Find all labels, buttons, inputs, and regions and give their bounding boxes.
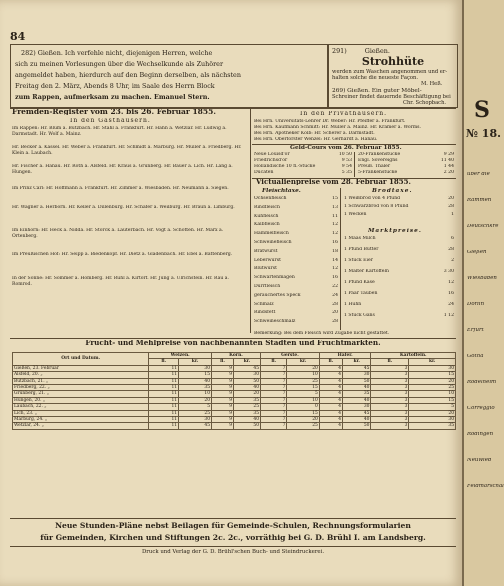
geld-row-price: 11 40 bbox=[440, 158, 454, 163]
row-price: 11 bbox=[149, 417, 179, 423]
table-body bbox=[13, 365, 456, 429]
row-price: 4 bbox=[319, 372, 342, 378]
ad-signature: M. Heß. bbox=[421, 81, 443, 87]
markt-row bbox=[344, 258, 454, 264]
fleisch-row bbox=[254, 258, 338, 264]
row-price: 11 bbox=[149, 423, 179, 429]
markt-row-label: 1 Pfund Butter bbox=[344, 247, 379, 252]
column-header-unit: kr. bbox=[409, 359, 456, 365]
row-price: 45 bbox=[234, 365, 261, 371]
markt-row bbox=[344, 236, 454, 242]
fleisch-row bbox=[254, 284, 338, 290]
fleisch-row bbox=[254, 293, 338, 299]
ad-line: Freitag den 2. März, Abends 8 Uhr, im Saale des Herrn Block bbox=[15, 82, 215, 90]
ad-line: sich zu meinen Vorlesungen über die Wechselkunde als Zuhörer bbox=[15, 60, 224, 68]
edge-label: Gotha bbox=[467, 354, 484, 359]
row-price: 7 bbox=[261, 423, 287, 429]
fleisch-row bbox=[254, 205, 338, 211]
row-price: 30 bbox=[409, 365, 456, 371]
page-number: 84 bbox=[10, 30, 26, 43]
fremden-sub-gasthaeuser: In den Gasthäusern. bbox=[70, 118, 151, 124]
row-price: 45 bbox=[179, 423, 212, 429]
row-price: 4 bbox=[319, 385, 342, 391]
column-header-unit: kr. bbox=[343, 359, 371, 365]
fleisch-row-label: Schweineschmalz bbox=[254, 319, 296, 325]
markt-row-price: 2 bbox=[451, 258, 454, 263]
geld-row-label: Preuß. Thaler bbox=[358, 164, 391, 169]
geld-row bbox=[254, 170, 352, 176]
geld-row-label: Engl. Sovereigns bbox=[358, 158, 398, 163]
fleisch-row-label: Rindsfett bbox=[254, 310, 276, 316]
row-price: 4 bbox=[319, 423, 342, 429]
fleisch-row-label: Bratwurst bbox=[254, 248, 278, 254]
row-price: 9 bbox=[212, 423, 234, 429]
column-header-unit: fl. bbox=[371, 359, 409, 365]
ad-line: werden zum Waschen angenommen und er- bbox=[332, 69, 448, 75]
geld-row bbox=[358, 164, 454, 170]
fremden-paragraph: Im Einhorn: Hr. Heck a. Nidda. Hr. Storck a. Lauterbach. Hr. Vogt a. Schotten. Hr. Marx a. Ortenberg. bbox=[12, 228, 224, 239]
fleisch-row-label: Leberwurst bbox=[254, 257, 281, 263]
victualien-title: Victualienpreise vom 28. Februar 1855. bbox=[256, 179, 411, 186]
row-price: 7 bbox=[261, 365, 287, 371]
fleisch-row-label: Blutwurst bbox=[254, 266, 277, 272]
edge-label: Rodingen bbox=[467, 432, 494, 437]
ad-line: halten solche die neueste Façon. bbox=[332, 75, 418, 81]
adjacent-page-edge bbox=[462, 0, 504, 586]
row-price: 3 bbox=[371, 372, 409, 378]
geld-row-price: 5 35 bbox=[341, 170, 352, 175]
ad-strohhuete bbox=[328, 44, 458, 108]
row-price: 35 bbox=[234, 397, 261, 403]
fleisch-row-price: 20 bbox=[332, 310, 338, 316]
markt-row-label: 1 Huhn bbox=[344, 302, 362, 307]
geld-row-price: 9 54 bbox=[341, 164, 352, 169]
row-price: 30 bbox=[234, 372, 261, 378]
markt-row-label: 1 Malter Kartoffeln bbox=[344, 269, 389, 274]
row-price: 3 bbox=[371, 410, 409, 416]
column-divider bbox=[250, 108, 251, 333]
private-line: Bei Hrn. Kaufmann Schmitt: Hr. Müller a. Mainz. Hr. Krämer a. Worms. bbox=[254, 125, 421, 130]
table-row bbox=[13, 423, 456, 429]
ad-line: angemeldet haben, hierdurch auf den Beginn derselben, als nächsten bbox=[15, 71, 241, 79]
fleisch-row bbox=[254, 319, 338, 325]
column-header-unit: fl. bbox=[319, 359, 342, 365]
edge-label: über die bbox=[467, 172, 490, 177]
edge-label: Rammen bbox=[467, 198, 492, 203]
row-price: 4 bbox=[319, 378, 342, 384]
geld-row-price: 1 44 bbox=[443, 164, 454, 169]
edge-letter: S bbox=[474, 98, 490, 122]
column-header-unit: kr. bbox=[234, 359, 261, 365]
markt-row bbox=[344, 247, 454, 253]
geld-row-label: Holländische 10 fl.-Stücke bbox=[254, 164, 316, 169]
row-price: 15 bbox=[409, 397, 456, 403]
fleisch-row bbox=[254, 214, 338, 220]
edge-label: Neuwied bbox=[467, 458, 492, 463]
fleisch-row-price: 16 bbox=[332, 275, 338, 281]
row-price: 7 bbox=[261, 372, 287, 378]
fleisch-row-price: 14 bbox=[332, 257, 338, 263]
geld-row-label: Neue Louisd'or bbox=[254, 152, 290, 157]
row-price: 3 bbox=[371, 397, 409, 403]
ad-wechselkunde bbox=[10, 44, 328, 108]
geld-row bbox=[358, 152, 454, 158]
markt-row-label: 1 Paar Tauben bbox=[344, 291, 378, 296]
row-price: 40 bbox=[179, 378, 212, 384]
row-price: 3 bbox=[371, 378, 409, 384]
fleisch-row-label: Rindfleisch bbox=[254, 204, 280, 210]
markt-title: Marktpreise. bbox=[368, 228, 422, 234]
row-price: 7 bbox=[261, 378, 287, 384]
row-price: 3 bbox=[371, 404, 409, 410]
ad-line: Schreiner findet dauernde Beschäftigung bei bbox=[332, 94, 451, 100]
fleisch-row-label: Kalbfleisch bbox=[254, 222, 280, 228]
private-line: Bei Hrn. Oberförster Wenzel: Hr. Gerhardt a. Hanau. bbox=[254, 137, 378, 142]
row-price: 25 bbox=[409, 385, 456, 391]
row-price: 9 bbox=[212, 417, 234, 423]
row-price: 40 bbox=[343, 417, 371, 423]
markt-row-price: 3 30 bbox=[443, 269, 454, 274]
ad-number-value: 291) bbox=[332, 47, 347, 55]
fleisch-row-label: Schweinefleisch bbox=[254, 240, 292, 245]
fleisch-row-label: Hammelfleisch bbox=[254, 231, 289, 237]
ad-number bbox=[332, 47, 454, 55]
row-price: 3 bbox=[371, 391, 409, 397]
fleisch-row-price: 28 bbox=[332, 319, 338, 325]
fremden-paragraph: Im Rappen: Hr. Blum a. Butzbach. Hr. Stahl a. Frankfurt. Hr. Hahn a. Wetzlar. Hr. Ludwig a. Darmstadt. Hr. Wolf a. Mainz. bbox=[12, 126, 227, 137]
geldcours-title: Geld-Cours vom 26. Februar 1855. bbox=[290, 145, 402, 151]
edge-label: Rödelheim bbox=[467, 380, 497, 385]
fremden-paragraph: Hr. Fischer a. Hanau. Hr. Roth a. Alsfeld. Hr. Kraus a. Grünberg. Hr. Bauer a. Lich. Hr. Lang a. Hungen. bbox=[12, 164, 233, 175]
fruchtpreise-title: Frucht- und Mehlpreise von nachbenannten Städten und Fruchtmärkten. bbox=[85, 340, 381, 347]
fleisch-row-price: 12 bbox=[332, 231, 338, 237]
row-place: Grünberg, 21. „ bbox=[13, 391, 149, 397]
row-place: Friedberg, 22. „ bbox=[13, 385, 149, 391]
row-price: 9 bbox=[212, 365, 234, 371]
rule bbox=[10, 518, 456, 519]
row-place: Laubach, 22. „ bbox=[13, 404, 149, 410]
fleisch-row-label: Ochsenfleisch bbox=[254, 196, 287, 201]
brod-row-label: 1 Weißbrod von 4 Pfund bbox=[344, 196, 401, 201]
row-price: 3 bbox=[371, 365, 409, 371]
fremden-paragraph: Hr. Becker a. Kassel. Hr. Weber a. Frankfurt. Hr. Schmidt a. Marburg. Hr. Müller a. Friedberg. Hr. Klein a. Laubach. bbox=[12, 145, 242, 156]
row-price: 7 bbox=[261, 385, 287, 391]
fleisch-row-price: 13 bbox=[332, 204, 338, 210]
geld-row-price: 2 20 bbox=[443, 170, 454, 175]
private-line: Bei Hrn. Universitäts-Lehrer Dr. Weber: Hr. Pfeiffer a. Frankfurt. bbox=[254, 119, 406, 124]
brod-row-price: 28 bbox=[448, 204, 454, 209]
row-price: 30 bbox=[343, 404, 371, 410]
geld-row-label: Ducaten bbox=[254, 170, 274, 175]
row-price: 20 bbox=[287, 365, 319, 371]
row-price: 9 bbox=[212, 391, 234, 397]
fleisch-row bbox=[254, 275, 338, 281]
column-header-group: Gerste. bbox=[261, 353, 320, 359]
row-price: 3 bbox=[371, 417, 409, 423]
geld-row-price: 10 50 bbox=[338, 152, 352, 157]
markt-row bbox=[344, 313, 454, 319]
column-divider bbox=[340, 188, 341, 330]
row-price: 20 bbox=[409, 410, 456, 416]
row-price: 10 bbox=[287, 397, 319, 403]
ad-title: Strohhüte bbox=[361, 56, 425, 68]
markt-row bbox=[344, 269, 454, 275]
fremden-sub-private: In den Privathäusern. bbox=[300, 111, 388, 117]
fleisch-row-price: 22 bbox=[332, 284, 338, 289]
row-price: 7 bbox=[261, 410, 287, 416]
fleisch-row-price: 16 bbox=[332, 240, 338, 245]
edge-label: Gießen bbox=[467, 250, 487, 255]
column-header-group: Weizen. bbox=[149, 353, 212, 359]
fleisch-row bbox=[254, 222, 338, 228]
row-price: 50 bbox=[234, 378, 261, 384]
row-price: 15 bbox=[287, 410, 319, 416]
row-price: 50 bbox=[234, 423, 261, 429]
markt-row bbox=[344, 280, 454, 286]
column-header-group: Korn. bbox=[212, 353, 261, 359]
row-price: 35 bbox=[234, 410, 261, 416]
row-price: 0 bbox=[287, 404, 319, 410]
row-price: 11 bbox=[149, 410, 179, 416]
geld-row bbox=[358, 158, 454, 164]
row-price: 11 bbox=[149, 372, 179, 378]
ad-signature: Chr. Schopbach. bbox=[403, 100, 447, 106]
row-price: 40 bbox=[234, 385, 261, 391]
row-price: 50 bbox=[343, 423, 371, 429]
markt-row-price: 6 bbox=[451, 236, 454, 241]
row-price: 5 bbox=[409, 404, 456, 410]
row-price: 35 bbox=[409, 423, 456, 429]
fleisch-row-label: Schmalz bbox=[254, 301, 274, 307]
fleisch-row-price: 24 bbox=[332, 292, 338, 298]
column-header-group: Hafer. bbox=[319, 353, 371, 359]
footer-ad-line: für Gemeinden, Kirchen und Stiftungen 2c. 2c., vorräthig bei G. D. Brühl I. am Landsberg. bbox=[40, 533, 426, 542]
row-price: 11 bbox=[149, 404, 179, 410]
row-price: 9 bbox=[212, 404, 234, 410]
brod-row bbox=[344, 212, 454, 218]
rule bbox=[10, 338, 456, 339]
markt-row-label: 1 Maas Milch bbox=[344, 236, 376, 241]
edge-label: Wiesbaden bbox=[467, 276, 497, 281]
row-price: 4 bbox=[319, 365, 342, 371]
row-price: 10 bbox=[287, 372, 319, 378]
edge-label: Dorlin bbox=[467, 302, 485, 307]
brod-row-label: 1 Wecken bbox=[344, 212, 367, 217]
row-price: 15 bbox=[409, 372, 456, 378]
fleisch-title: Fleischtaxe. bbox=[262, 188, 301, 194]
row-price: 30 bbox=[179, 365, 212, 371]
edge-label: Feldmarschal bbox=[467, 484, 504, 489]
row-price: 25 bbox=[179, 410, 212, 416]
fremden-paragraph: Im Preußischen Hof: Hr. Seipp a. Biedenkopf. Hr. Dietz a. Gladenbach. Hr. Ebel a. Battenberg. bbox=[12, 252, 233, 257]
row-place: Marburg, 24. „ bbox=[13, 417, 149, 423]
fleisch-row-label: Dürrfleisch bbox=[254, 284, 281, 289]
fleisch-row bbox=[254, 266, 338, 272]
brod-row bbox=[344, 204, 454, 210]
geld-row bbox=[254, 164, 352, 170]
row-price: 5 bbox=[287, 391, 319, 397]
markt-row-label: 1 Stück Gans bbox=[344, 313, 375, 318]
markt-row-price: 24 bbox=[448, 302, 454, 307]
row-price: 7 bbox=[261, 391, 287, 397]
row-price: 10 bbox=[409, 391, 456, 397]
fleisch-row-label: Schwartenmagen bbox=[254, 275, 295, 281]
row-price: 25 bbox=[287, 378, 319, 384]
geld-row-label: 5-Frankenstücke bbox=[358, 170, 398, 175]
row-price: 40 bbox=[343, 397, 371, 403]
fruchtpreise-table bbox=[12, 352, 456, 430]
row-price: 11 bbox=[149, 397, 179, 403]
row-price: 45 bbox=[343, 365, 371, 371]
brod-row-price: 1 bbox=[451, 212, 454, 217]
fleisch-row-price: 11 bbox=[332, 213, 338, 219]
fremden-paragraph: Hr. Wagner a. Herborn. Hr. Keller a. Dillenburg. Hr. Schäfer a. Weilburg. Hr. Braun a. Limburg. bbox=[12, 205, 235, 210]
imprint: Druck und Verlag der G. D. Brühl'schen Buch- und Steindruckerei. bbox=[141, 549, 325, 555]
row-price: 9 bbox=[212, 410, 234, 416]
row-price: 15 bbox=[179, 372, 212, 378]
fleisch-row-price: 15 bbox=[332, 196, 338, 201]
fleisch-row bbox=[254, 196, 338, 202]
markt-row-price: 28 bbox=[448, 247, 454, 252]
geld-row bbox=[254, 152, 352, 158]
row-price: 4 bbox=[319, 391, 342, 397]
row-price: 25 bbox=[234, 404, 261, 410]
row-price: 4 bbox=[319, 410, 342, 416]
row-place: Butzbach, 21. „ bbox=[13, 378, 149, 384]
row-place: Gießen, 23. Februar bbox=[13, 365, 149, 371]
geld-row-label: Friedrichsd'or bbox=[254, 158, 288, 163]
row-price: 3 bbox=[371, 385, 409, 391]
row-price: 11 bbox=[149, 385, 179, 391]
private-line: Bei Hrn. Apotheker Kolb: Hr. Scherer a. Darmstadt. bbox=[254, 131, 375, 136]
markt-row-price: 16 bbox=[448, 291, 454, 296]
row-price: 35 bbox=[179, 385, 212, 391]
row-price: 35 bbox=[343, 391, 371, 397]
row-price: 50 bbox=[343, 378, 371, 384]
column-header-group: Kartoffeln. bbox=[371, 353, 456, 359]
column-header-unit: fl. bbox=[212, 359, 234, 365]
row-price: 11 bbox=[149, 391, 179, 397]
markt-row-label: 1 Stück Eier bbox=[344, 258, 373, 263]
column-header-unit: fl. bbox=[149, 359, 179, 365]
column-header-unit: kr. bbox=[287, 359, 319, 365]
row-price: 11 bbox=[149, 365, 179, 371]
edge-label: Correggio bbox=[467, 406, 495, 411]
fremden-paragraph: Im Prinz Carl: Hr. Hoffmann a. Frankfurt. Hr. Zimmer a. Wiesbaden. Hr. Neumann a. Siegen. bbox=[12, 186, 229, 191]
brod-title: Brodtaxe. bbox=[372, 188, 413, 194]
row-price: 4 bbox=[319, 417, 342, 423]
fremden-register-title: Fremden-Register vom 23. bis 26. Februar 1855. bbox=[12, 109, 216, 116]
row-price: 30 bbox=[343, 372, 371, 378]
markt-row-price: 12 bbox=[448, 280, 454, 285]
fleisch-row bbox=[254, 231, 338, 237]
fleisch-row-label: Kuhfleisch bbox=[254, 213, 279, 219]
ad-place: Gießen. bbox=[364, 47, 390, 55]
fleisch-row-price: 12 bbox=[332, 222, 338, 228]
markt-row bbox=[344, 302, 454, 308]
row-place: Alsfeld, 20. „ bbox=[13, 372, 149, 378]
victualien-note: Bemerkung: Bei dem Fleisch wird Zugabe nicht gestattet. bbox=[254, 331, 390, 336]
geld-row-price: 9 29 bbox=[443, 152, 454, 157]
markt-row-price: 1 12 bbox=[443, 313, 454, 318]
geld-row-price: 9 53 bbox=[341, 158, 352, 163]
edge-label: Deutschkre bbox=[467, 224, 499, 229]
geld-row-label: 20-Frankenstücke bbox=[358, 152, 401, 157]
row-price: 4 bbox=[319, 397, 342, 403]
fleisch-row bbox=[254, 240, 338, 246]
row-price: 11 bbox=[149, 378, 179, 384]
row-price: 5 bbox=[179, 404, 212, 410]
row-price: 9 bbox=[212, 397, 234, 403]
row-price: 10 bbox=[179, 391, 212, 397]
row-price: 30 bbox=[409, 417, 456, 423]
row-price: 45 bbox=[343, 410, 371, 416]
row-place: Lich, 23. „ bbox=[13, 410, 149, 416]
fleisch-row-price: 18 bbox=[332, 248, 338, 254]
column-divider bbox=[354, 152, 355, 177]
row-price: 9 bbox=[212, 372, 234, 378]
edge-number: № 18. bbox=[466, 128, 501, 140]
row-price: 7 bbox=[261, 404, 287, 410]
rule bbox=[10, 546, 456, 547]
fleisch-row bbox=[254, 310, 338, 316]
ad-line: 282) Gießen. Ich verfehle nicht, diejenigen Herren, welche bbox=[21, 49, 213, 57]
row-place: Wetzlar, 24. „ bbox=[13, 423, 149, 429]
fremden-paragraph: In der Sonne: Hr. Sommer a. Homberg. Hr. Ruhl a. Kirtorf. Hr. Jung a. Ulrichstein. Hr. Rau a. Romrod. bbox=[12, 276, 229, 287]
row-price: 20 bbox=[234, 391, 261, 397]
fleisch-row-label: geräuchertes Speck bbox=[254, 292, 301, 298]
ad-line: 269) Gießen. Ein guter Möbel- bbox=[332, 88, 422, 94]
row-price: 4 bbox=[319, 404, 342, 410]
brod-row-label: 1 Schwarzbrod von 8 Pfund bbox=[344, 204, 409, 209]
fleisch-row bbox=[254, 302, 338, 308]
row-place: Hungen, 20. „ bbox=[13, 397, 149, 403]
row-price: 7 bbox=[261, 417, 287, 423]
markt-row bbox=[344, 291, 454, 297]
brod-row bbox=[344, 196, 454, 202]
geld-row bbox=[254, 158, 352, 164]
row-price: 9 bbox=[212, 378, 234, 384]
brod-row-price: 20 bbox=[448, 196, 454, 201]
row-price: 20 bbox=[179, 397, 212, 403]
row-price: 40 bbox=[343, 385, 371, 391]
footer-ad-line: Neue Stunden-Pläne nebst Beilagen für Gemeinde-Schulen, Rechnungsformularien bbox=[55, 521, 411, 530]
row-price: 40 bbox=[234, 417, 261, 423]
row-price: 20 bbox=[287, 417, 319, 423]
fleisch-row-price: 12 bbox=[332, 266, 338, 272]
row-price: 7 bbox=[261, 397, 287, 403]
edge-label: Erfurt bbox=[467, 328, 484, 333]
row-price: 15 bbox=[287, 385, 319, 391]
fleisch-row bbox=[254, 249, 338, 255]
column-header-unit: kr. bbox=[179, 359, 212, 365]
geld-row bbox=[358, 170, 454, 176]
row-price: 25 bbox=[287, 423, 319, 429]
row-price: 20 bbox=[409, 378, 456, 384]
fleisch-row-price: 28 bbox=[332, 301, 338, 307]
row-price: 30 bbox=[179, 417, 212, 423]
ad-line: zum Rappen, aufmerksam zu machen. Emanuel Stern. bbox=[15, 93, 210, 101]
column-header-unit: fl. bbox=[261, 359, 287, 365]
markt-row-label: 1 Pfund Käse bbox=[344, 280, 375, 285]
column-header-ort: Ort und Datum. bbox=[13, 353, 149, 366]
row-price: 9 bbox=[212, 385, 234, 391]
row-price: 3 bbox=[371, 423, 409, 429]
